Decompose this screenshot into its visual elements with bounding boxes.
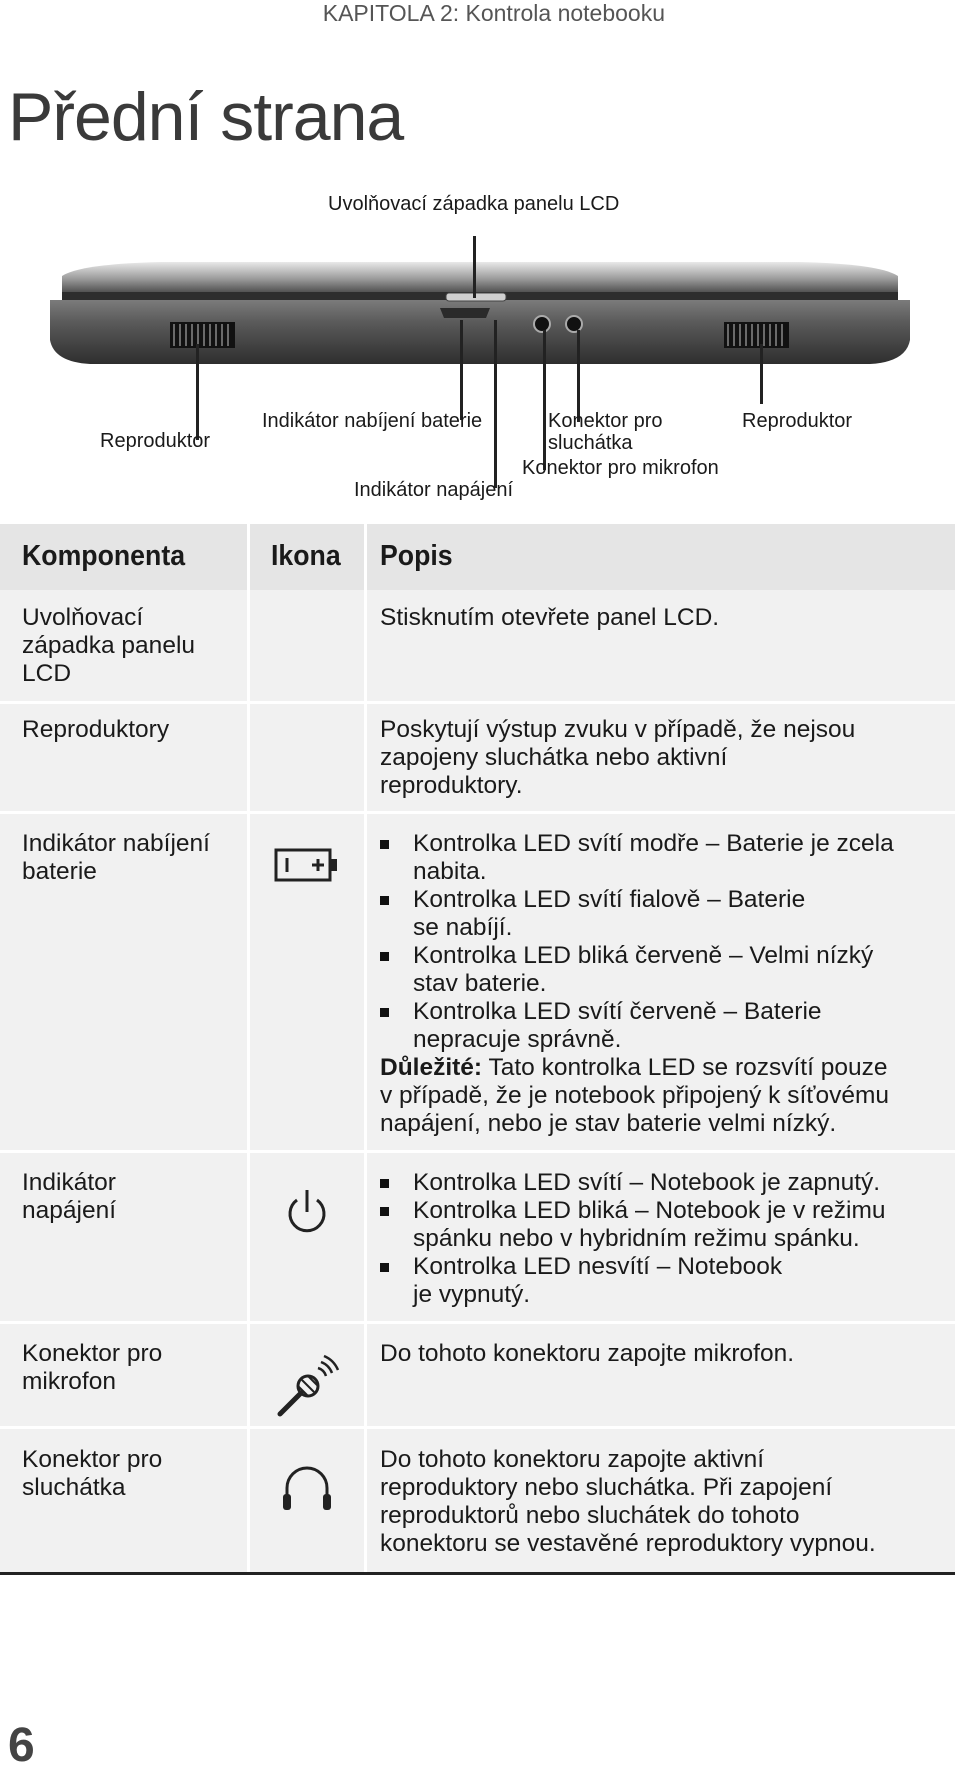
column-divider-1 bbox=[247, 590, 250, 1572]
component-cell bbox=[22, 716, 169, 744]
callout-line-latch bbox=[473, 236, 476, 298]
microphone-icon bbox=[274, 1354, 340, 1420]
component-line: Konektor pro bbox=[22, 1446, 163, 1473]
callout-line-speaker-left bbox=[196, 344, 199, 440]
description-cell bbox=[380, 830, 940, 1138]
callout-line-speaker-right bbox=[760, 344, 763, 404]
description-line: Stisknutím otevřete panel LCD. bbox=[380, 604, 720, 631]
bullet-line: je vypnutý. bbox=[413, 1281, 531, 1308]
description-cell bbox=[380, 1446, 876, 1558]
component-line: mikrofon bbox=[22, 1368, 116, 1395]
component-line: Indikátor nabíjení bbox=[22, 830, 210, 857]
callout-mic-jack-label: Konektor pro mikrofon bbox=[522, 457, 719, 479]
description-cell bbox=[380, 1340, 794, 1368]
component-line: Indikátor bbox=[22, 1169, 116, 1196]
bullet-item bbox=[380, 1197, 940, 1253]
callout-headphone-jack-label-2: sluchátka bbox=[548, 432, 633, 454]
important-text: napájení, nebo je stav baterie velmi nízký. bbox=[380, 1110, 837, 1137]
bullet-line: Kontrolka LED nesvítí – Notebook bbox=[413, 1253, 783, 1280]
description-line: konektoru se vestavěné reproduktory vypnou. bbox=[380, 1530, 876, 1557]
bullet-item bbox=[380, 886, 940, 942]
laptop-front-image bbox=[40, 230, 920, 370]
description-line: reproduktory nebo sluchátka. Při zapojení bbox=[380, 1474, 833, 1501]
component-line: Reproduktory bbox=[22, 716, 170, 743]
component-cell bbox=[22, 1446, 162, 1502]
component-cell bbox=[22, 1340, 162, 1396]
bullet-line: nepracuje správně. bbox=[413, 1026, 622, 1053]
bullet-item bbox=[380, 1169, 940, 1197]
bullet-item bbox=[380, 830, 940, 886]
callout-line-mic-jack bbox=[543, 330, 546, 470]
page-number: 6 bbox=[8, 1719, 35, 1772]
bullet-line: se nabíjí. bbox=[413, 914, 513, 941]
component-cell bbox=[22, 1169, 116, 1225]
callout-line-headphone-jack bbox=[577, 330, 580, 422]
description-line: reproduktorů nebo sluchátek do tohoto bbox=[380, 1502, 800, 1529]
description-line: reproduktory. bbox=[380, 772, 523, 799]
component-line: baterie bbox=[22, 858, 97, 885]
bullet-item bbox=[380, 942, 940, 998]
bullet-line: Kontrolka LED svítí červeně – Baterie bbox=[413, 998, 822, 1025]
component-cell bbox=[22, 604, 195, 688]
bullet-line: Kontrolka LED svítí modře – Baterie je zcela bbox=[413, 830, 894, 857]
callout-speaker-left-label: Reproduktor bbox=[100, 430, 211, 452]
important-note bbox=[380, 1054, 940, 1082]
table-bottom-rule bbox=[0, 1572, 955, 1575]
important-text: v případě, že je notebook připojený k síťovému bbox=[380, 1082, 890, 1109]
component-line: Konektor pro bbox=[22, 1340, 163, 1367]
component-line: západka panelu bbox=[22, 632, 196, 659]
description-cell bbox=[380, 1169, 940, 1309]
description-cell bbox=[380, 604, 719, 632]
bullet-line: Kontrolka LED svítí fialově – Baterie bbox=[413, 886, 806, 913]
chapter-header: KAPITOLA 2: Kontrola notebooku bbox=[322, 0, 665, 26]
component-line: Uvolňovací bbox=[22, 604, 144, 631]
power-icon bbox=[284, 1186, 330, 1238]
callout-line-power-indicator bbox=[494, 320, 497, 488]
bullet-line: Kontrolka LED svítí – Notebook je zapnutý. bbox=[413, 1169, 881, 1196]
bullet-item bbox=[380, 1253, 940, 1309]
column-header-component: Komponenta bbox=[22, 540, 186, 572]
component-line: sluchátka bbox=[22, 1474, 126, 1501]
callout-headphone-jack-label-1: Konektor pro bbox=[548, 410, 663, 432]
bullet-line: Kontrolka LED bliká červeně – Velmi nízký bbox=[413, 942, 874, 969]
component-cell bbox=[22, 830, 210, 886]
description-line: zapojeny sluchátka nebo aktivní bbox=[380, 744, 728, 771]
column-divider-2 bbox=[364, 590, 367, 1572]
callout-power-indicator-label: Indikátor napájení bbox=[354, 479, 514, 501]
component-line: napájení bbox=[22, 1197, 117, 1224]
important-label: Důležité: bbox=[380, 1054, 483, 1081]
page-title: Přední strana bbox=[8, 79, 404, 155]
callout-line-charge-indicator bbox=[460, 320, 463, 420]
bullet-line: nabita. bbox=[413, 858, 487, 885]
description-cell bbox=[380, 716, 855, 800]
description-line: Poskytují výstup zvuku v případě, že nejsou bbox=[380, 716, 856, 743]
important-text: Tato kontrolka LED se rozsvítí pouze bbox=[488, 1054, 888, 1081]
headphones-icon bbox=[280, 1462, 334, 1514]
bullet-item bbox=[380, 998, 940, 1054]
bullet-list bbox=[380, 830, 940, 1054]
column-header-icon: Ikona bbox=[271, 540, 341, 572]
description-line: Do tohoto konektoru zapojte aktivní bbox=[380, 1446, 765, 1473]
battery-icon bbox=[274, 848, 340, 882]
bullet-list bbox=[380, 1169, 940, 1309]
bullet-line: spánku nebo v hybridním režimu spánku. bbox=[413, 1225, 860, 1252]
callout-speaker-right-label: Reproduktor bbox=[742, 410, 853, 432]
bullet-line: Kontrolka LED bliká – Notebook je v režimu bbox=[413, 1197, 886, 1224]
description-line: Do tohoto konektoru zapojte mikrofon. bbox=[380, 1340, 795, 1367]
component-line: LCD bbox=[22, 660, 72, 687]
column-header-description: Popis bbox=[380, 540, 453, 572]
callout-latch-label: Uvolňovací západka panelu LCD bbox=[328, 193, 620, 215]
callout-charge-indicator-label: Indikátor nabíjení baterie bbox=[262, 410, 483, 432]
bullet-line: stav baterie. bbox=[413, 970, 547, 997]
